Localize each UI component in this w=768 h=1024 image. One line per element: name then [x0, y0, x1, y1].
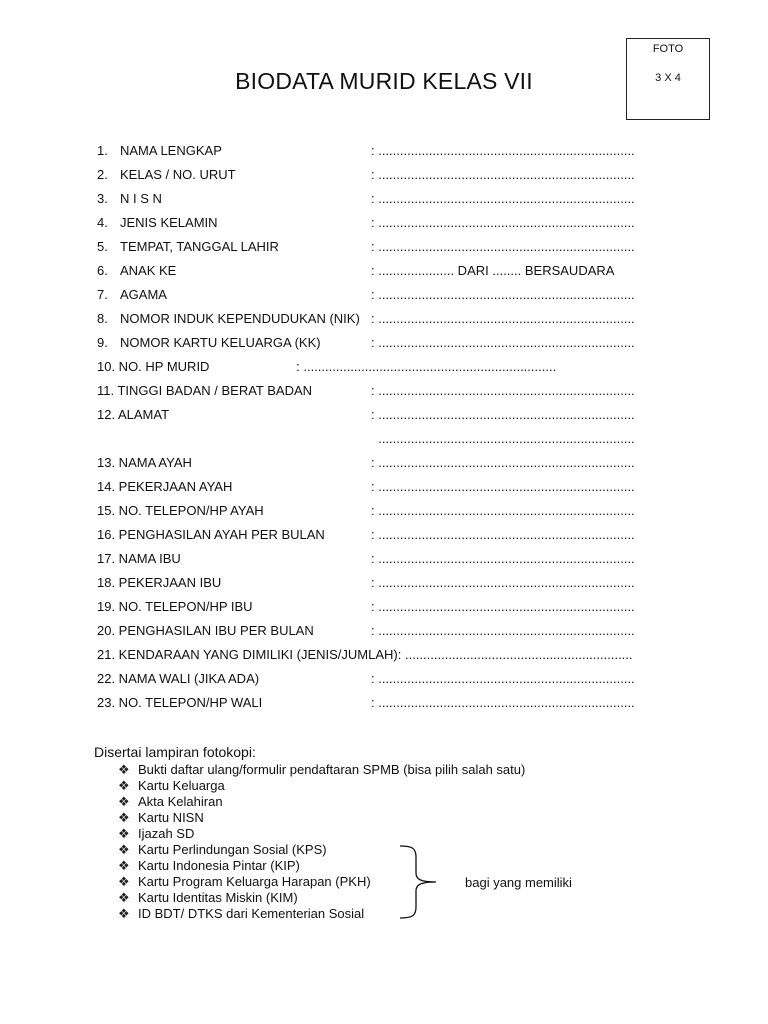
attachments-heading: Disertai lampiran fotokopi: — [94, 744, 256, 760]
field-label: 22. NAMA WALI (JIKA ADA) — [97, 671, 260, 686]
field-row — [0, 167, 768, 191]
list-item-text: Ijazah SD — [138, 826, 195, 841]
field-value: : ....................................................................... — [371, 503, 635, 518]
field-number: 4. — [97, 215, 108, 230]
list-item-text: ID BDT/ DTKS dari Kementerian Sosial — [138, 906, 365, 921]
field-number: 1. — [97, 143, 108, 158]
field-row — [0, 359, 768, 383]
field-row — [0, 551, 768, 575]
field-row — [0, 335, 768, 359]
field-value: : ....................................................................... — [371, 671, 635, 686]
field-label: 16. PENGHASILAN AYAH PER BULAN — [97, 527, 325, 542]
field-row — [0, 215, 768, 239]
list-item-text: Kartu NISN — [138, 810, 204, 825]
field-value: : ....................................................................... — [371, 335, 635, 350]
field-number: 3. — [97, 191, 108, 206]
field-row — [0, 599, 768, 623]
diamond-bullet-icon: ❖ — [118, 762, 130, 777]
diamond-bullet-icon: ❖ — [118, 842, 130, 857]
list-item — [118, 762, 525, 778]
list-item — [118, 906, 364, 922]
list-item — [118, 810, 204, 826]
field-value: : ....................................................................... — [371, 575, 635, 590]
field-label: NOMOR INDUK KEPENDUDUKAN (NIK) — [120, 311, 360, 326]
field-number: 8. — [97, 311, 108, 326]
list-item — [118, 890, 298, 906]
field-row — [0, 407, 768, 431]
diamond-bullet-icon: ❖ — [118, 778, 130, 793]
diamond-bullet-icon: ❖ — [118, 906, 130, 921]
list-item — [118, 794, 223, 810]
list-item-text: Akta Kelahiran — [138, 794, 223, 809]
diamond-bullet-icon: ❖ — [118, 858, 130, 873]
brace-note: bagi yang memiliki — [465, 875, 572, 890]
field-value: : ....................................................................... — [371, 143, 635, 158]
field-label: JENIS KELAMIN — [120, 215, 218, 230]
field-label: 23. NO. TELEPON/HP WALI — [97, 695, 263, 710]
list-item — [118, 826, 194, 842]
field-label: NAMA LENGKAP — [120, 143, 222, 158]
field-label: 14. PEKERJAAN AYAH — [97, 479, 233, 494]
diamond-bullet-icon: ❖ — [118, 794, 130, 809]
field-value: : ....................................................................... — [371, 311, 635, 326]
field-value: : ....................................................................... — [371, 551, 635, 566]
field-label: 17. NAMA IBU — [97, 551, 181, 566]
field-number: 6. — [97, 263, 108, 278]
field-value: : ....................................................................... — [371, 623, 635, 638]
list-item — [118, 874, 371, 890]
list-item-text: Kartu Perlindungan Sosial (KPS) — [138, 842, 327, 857]
field-row — [0, 527, 768, 551]
field-label: 11. TINGGI BADAN / BERAT BADAN — [97, 383, 313, 398]
field-row — [0, 143, 768, 167]
field-label: ANAK KE — [120, 263, 177, 278]
field-number: 2. — [97, 167, 108, 182]
field-value: : ....................................................................... — [371, 215, 635, 230]
field-value: : ....................................................................... — [371, 479, 635, 494]
field-row — [0, 623, 768, 647]
diamond-bullet-icon: ❖ — [118, 810, 130, 825]
photo-size: 3 X 4 — [655, 72, 681, 84]
list-item-text: Kartu Indonesia Pintar (KIP) — [138, 858, 300, 873]
photo-label: FOTO — [652, 43, 684, 55]
field-value: : ....................................................................... — [371, 167, 635, 182]
field-row — [0, 263, 768, 287]
field-label: N I S N — [120, 191, 162, 206]
field-row — [0, 455, 768, 479]
field-value: : ....................................................................... — [371, 527, 635, 542]
field-number: 7. — [97, 287, 108, 302]
field-row — [0, 311, 768, 335]
field-number: 9. — [97, 335, 108, 350]
field-label: 18. PEKERJAAN IBU — [97, 575, 222, 590]
list-item — [118, 858, 300, 874]
field-row — [0, 287, 768, 311]
field-value: : ....................................................................... — [371, 455, 635, 470]
field-number: 5. — [97, 239, 108, 254]
list-item-text: Bukti daftar ulang/formulir pendaftaran SPMB (bisa pilih salah satu) — [138, 762, 526, 777]
field-row — [0, 575, 768, 599]
field-row — [0, 503, 768, 527]
field-value: : ....................................................................... — [371, 599, 635, 614]
field-row — [0, 647, 768, 671]
field-value: : ..................... DARI ........ BERSAUDARA — [371, 263, 615, 278]
list-item-text: Kartu Program Keluarga Harapan (PKH) — [138, 874, 371, 889]
field-value: : ....................................................................... — [371, 191, 635, 206]
field-row — [0, 479, 768, 503]
field-label: AGAMA — [120, 287, 167, 302]
field-value: : ....................................................................... — [371, 407, 635, 422]
field-value: ....................................................................... — [371, 431, 635, 446]
field-value: : ....................................................................... — [371, 287, 635, 302]
diamond-bullet-icon: ❖ — [118, 826, 130, 841]
field-value: : ....................................................................... — [371, 239, 635, 254]
field-label: TEMPAT, TANGGAL LAHIR — [120, 239, 279, 254]
field-row — [0, 383, 768, 407]
field-label: 12. ALAMAT — [97, 407, 170, 422]
field-label: 19. NO. TELEPON/HP IBU — [97, 599, 253, 614]
field-label: KELAS / NO. URUT — [120, 167, 236, 182]
page-title: BIODATA MURID KELAS VII — [235, 68, 533, 94]
diamond-bullet-icon: ❖ — [118, 890, 130, 905]
curly-brace-icon — [396, 843, 442, 921]
field-row — [0, 191, 768, 215]
field-row — [0, 239, 768, 263]
field-label: 20. PENGHASILAN IBU PER BULAN — [97, 623, 314, 638]
list-item — [118, 842, 327, 858]
field-label: 15. NO. TELEPON/HP AYAH — [97, 503, 264, 518]
list-item-text: Kartu Keluarga — [138, 778, 225, 793]
field-row — [0, 431, 768, 455]
field-value: : ....................................................................... — [371, 695, 635, 710]
field-row — [0, 695, 768, 719]
field-label: NOMOR KARTU KELUARGA (KK) — [120, 335, 321, 350]
field-label: 13. NAMA AYAH — [97, 455, 192, 470]
diamond-bullet-icon: ❖ — [118, 874, 130, 889]
list-item — [118, 778, 225, 794]
list-item-text: Kartu Identitas Miskin (KIM) — [138, 890, 298, 905]
field-label: 21. KENDARAAN YANG DIMILIKI (JENIS/JUMLAH): ............................................................... — [97, 647, 633, 662]
field-row — [0, 671, 768, 695]
field-value: : ....................................................................... — [371, 383, 635, 398]
field-label: 10. NO. HP MURID : ...................................................................... — [97, 359, 557, 374]
